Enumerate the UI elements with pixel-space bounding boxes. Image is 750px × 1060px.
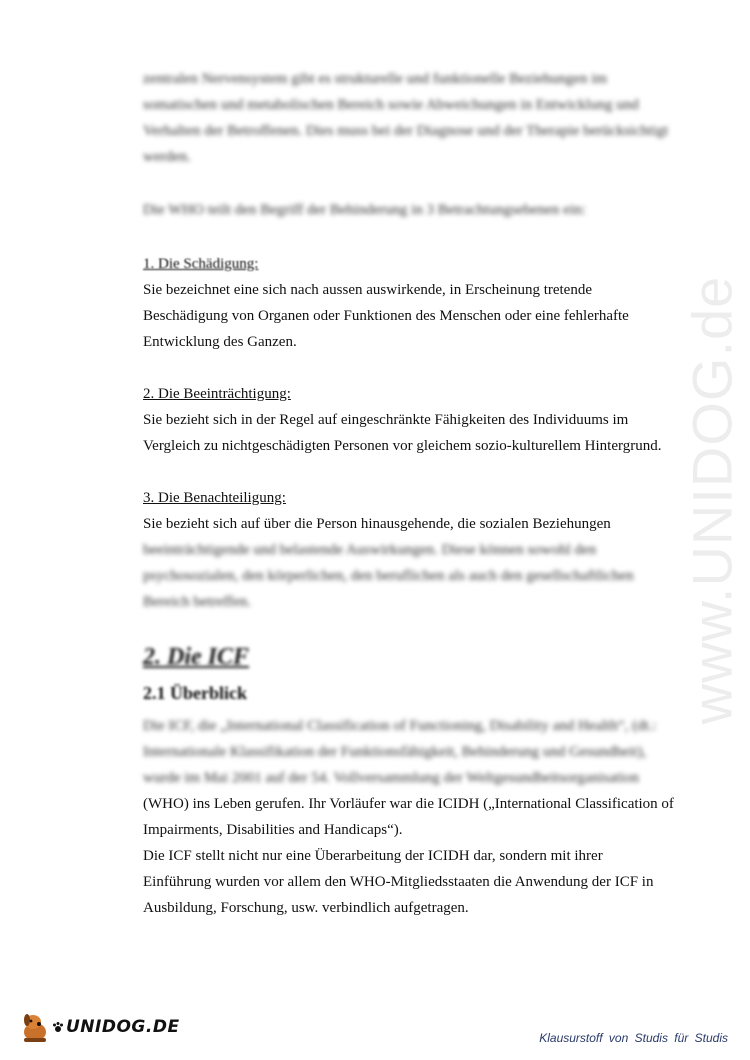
subsection-title: 2.1 Überblick (143, 683, 248, 703)
icf-line-blurred: Internationale Klassifikation der Funktionsfähigkeit, Behinderung und Gesundheit), (143, 744, 647, 760)
logo-text: UNIDOG.DE (66, 1017, 180, 1037)
icf-line: Die ICF stellt nicht nur eine Überarbeitung der ICIDH dar, sondern mit ihrer (143, 848, 603, 864)
schaedigung-line: Sie bezeichnet eine sich nach aussen auswirkende, in Erscheinung tretende (143, 282, 592, 298)
benachteiligung-line-blurred: beeinträchtigende und belastende Auswirkungen. Diese können sowohl den (143, 542, 597, 558)
intro-line: somatischen und metabolischen Bereich sowie Abweichungen in Entwicklung und (143, 97, 639, 113)
intro-line: werden. (143, 149, 191, 165)
heading-benachteiligung: 3. Die Benachteiligung: (143, 490, 286, 506)
benachteiligung-line: Sie bezieht sich auf über die Person hinausgehende, die sozialen Beziehungen (143, 516, 611, 532)
footer-logo[interactable] (18, 1010, 180, 1044)
intro-line: zentralen Nervensystem gibt es strukturelle und funktionelle Beziehungen im (143, 71, 608, 87)
beeintraechtigung-line: Vergleich zu nichtgeschädigten Personen vor gleichem sozio-kulturellem Hintergrund. (143, 438, 662, 454)
icf-line-blurred: wurde im Mai 2001 auf der 54. Vollversammlung der Weltgesundheitsorganisation (143, 770, 639, 786)
watermark: www.UNIDOG.de (680, 275, 744, 725)
heading-schaedigung: 1. Die Schädigung: (143, 256, 259, 272)
heading-beeintraechtigung: 2. Die Beeinträchtigung: (143, 386, 291, 402)
schaedigung-line: Entwicklung des Ganzen. (143, 334, 297, 350)
paw-icon (52, 1021, 64, 1033)
schaedigung-line: Beschädigung von Organen oder Funktionen des Menschen oder eine fehlerhafte (143, 308, 629, 324)
who-sentence: Die WHO teilt den Begriff der Behinderung in 3 Betrachtungsebenen ein: (143, 202, 586, 218)
intro-line: Verhalten der Betroffenen. Dies muss bei der Diagnose und der Therapie berücksichtigt (143, 123, 669, 139)
icf-line-blurred: Die ICF, die „International Classification of Functioning, Disability and Health“, (dt.: (143, 718, 657, 734)
icf-line: Einführung wurden vor allem den WHO-Mitgliedsstaaten die Anwendung der ICF in (143, 874, 654, 890)
icf-line: Ausbildung, Forschung, usw. verbindlich aufgetragen. (143, 900, 469, 916)
icf-line: (WHO) ins Leben gerufen. Ihr Vorläufer war die ICIDH („International Classification of (143, 796, 674, 812)
benachteiligung-line-blurred: psychosozialen, den körperlichen, den beruflichen als auch den gesellschaftlichen (143, 568, 634, 584)
beeintraechtigung-line: Sie bezieht sich in der Regel auf eingeschränkte Fähigkeiten des Individuums im (143, 412, 629, 428)
section-title: 2. Die ICF (143, 644, 250, 670)
icf-line: Impairments, Disabilities and Handicaps“). (143, 822, 403, 838)
benachteiligung-line-blurred: Bereich betreffen. (143, 594, 251, 610)
dog-mascot-icon (18, 1010, 52, 1044)
footer-tagline: Klausurstoff von Studis für Studis (539, 1031, 728, 1045)
